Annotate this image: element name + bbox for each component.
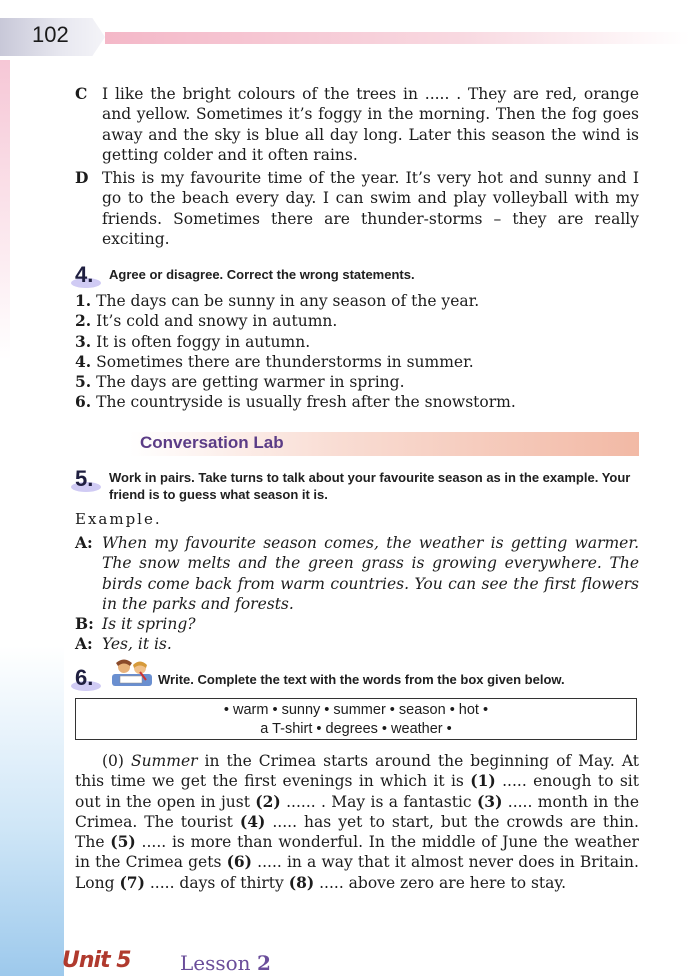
pupils-writing-icon [110,658,154,688]
gap-number: (1) [470,771,496,791]
example-dialog [75,533,639,655]
statement: 6. The countryside is usually fresh after the snowstorm. [75,392,516,412]
dialog-line: A: When my favourite season comes, the weather is getting warmer. The snow melts and the green grass is growing everywhere. The birds come back from warm countries. You can see the first flowers in the parks and forests. [75,533,639,613]
paragraph-text: I like the bright colours of the trees in ..... . They are red, orange and yellow. Sometimes it’s foggy in the morning. Then the fog goes away and the sky is blue all day long. Later this season the wind is getting colder and it often rains. [102,85,639,164]
section-title: Conversation Lab [140,433,284,452]
left-margin-stripe [0,60,10,360]
statement: 1. The days can be sunny in any season of the year. [75,291,480,310]
word-box-line-1: • warm • sunny • summer • season • hot • [223,702,489,718]
paragraph-letter: D [75,168,89,187]
reading-paragraph-d [75,168,639,249]
gap-number: (2) [255,791,281,811]
reading-paragraph-c [75,84,639,165]
paragraph-text: This is my favourite time of the year. It’s very hot and sunny and I go to the beach every day. I can swim and play volleyball with my friends. Sometimes there are thunder-storms – they are really exciting. [102,169,639,248]
task-4-statements [75,291,639,413]
statement: 2. It’s cold and snowy in autumn. [75,311,338,331]
header-stripe [105,32,690,44]
lesson-label: Lesson 2 [180,951,271,975]
task-number: 4. [75,262,94,287]
gap-number: (5) [110,832,136,852]
example-answer: Summer [130,752,198,770]
gap-fill-text: (0) Summer in the Crimea starts around the beginning of May. At this time we get the first evenings in which it is (1) ..... enough to sit out in the open in just (2) ...... . May is a fantastic (3) ..... month in the Crimea. The tourist (4) ..... has yet to start, but the crowds are thin. The (5) ..... is more than wonderful. In the middle of June the weather in the Crimea gets (6) ..... in a way that it almost never does in Britain. Long (7) ..... days of thirty (8) ..... above zero are here to stay. [75,752,640,892]
task-4-heading [75,262,639,287]
gap-number: (4) [239,811,266,831]
word-box [75,698,637,740]
task-instruction: Write. Complete the text with the words from the box given below. [158,672,565,687]
unit-logo: Unit 5 [62,948,131,973]
gap-number: (3) [476,791,503,811]
statement: 5. The days are getting warmer in spring. [75,372,405,392]
task-instruction: Agree or disagree. Correct the wrong statements. [109,267,415,282]
gap-number: (6) [226,852,253,872]
example-gap-number: (0) [102,752,124,770]
task-5-heading [75,466,639,503]
word-box-line-2: a T-shirt • degrees • weather • [260,721,452,737]
task-number: 6. [75,665,94,690]
dialog-line: B: Is it spring? [75,614,196,634]
task-number: 5. [75,466,94,491]
page-number: 102 [32,22,69,47]
statement: 4. Sometimes there are thunderstorms in summer. [75,351,474,371]
example-label: Example. [75,510,162,528]
task-instruction: Work in pairs. Take turns to talk about your favourite season as in the example. Your friend is to guess what season it is. [109,470,631,502]
left-bottom-gradient [0,646,64,976]
gap-number: (7) [119,872,145,892]
statement: 3. It is often foggy in autumn. [75,331,311,351]
paragraph-letter: C [75,84,88,103]
dialog-line: A: Yes, it is. [75,634,172,654]
task-6-heading [75,665,639,688]
gap-number: (8) [288,872,315,892]
